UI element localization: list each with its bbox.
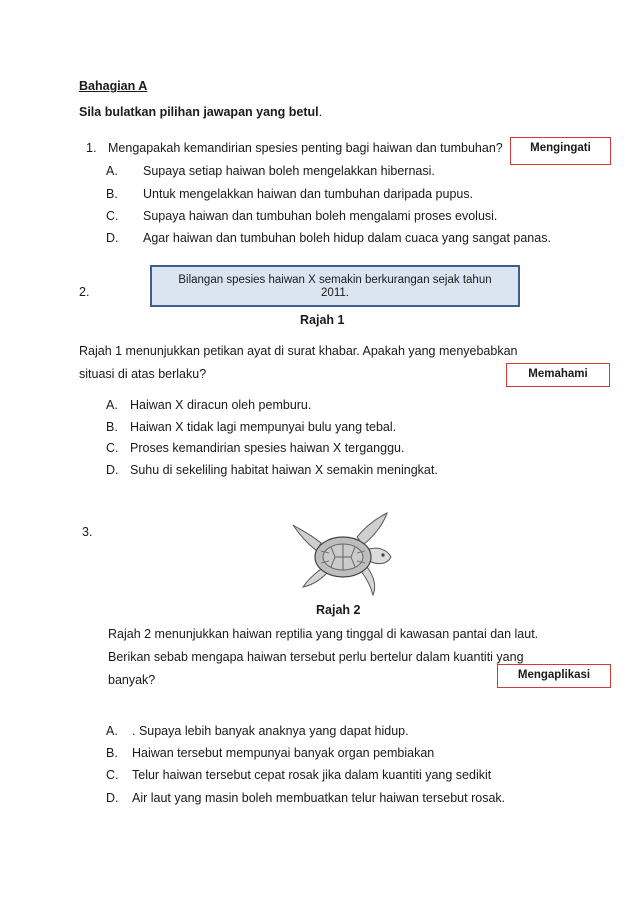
question-3-option-b-text[interactable]: Haiwan tersebut mempunyai banyak organ pembiakan <box>132 746 435 760</box>
question-2-option-a-letter[interactable]: A. <box>106 398 118 412</box>
figure-1-caption: Rajah 1 <box>300 313 345 327</box>
question-1-option-c-letter[interactable]: C. <box>106 209 119 223</box>
question-2-stem-line-2: situasi di atas berlaku? <box>79 367 207 381</box>
question-1-option-a-text[interactable]: Supaya setiap haiwan boleh mengelakkan hibernasi. <box>143 164 435 178</box>
question-2-option-c-letter[interactable]: C. <box>106 441 119 455</box>
question-3-option-a-text[interactable]: . Supaya lebih banyak anaknya yang dapat hidup. <box>132 724 409 738</box>
instruction <box>79 105 322 119</box>
newspaper-quote-line-2: 2011. <box>321 287 349 299</box>
question-3-option-c-letter[interactable]: C. <box>106 768 119 782</box>
question-1-option-b-text[interactable]: Untuk mengelakkan haiwan dan tumbuhan daripada pupus. <box>143 187 474 201</box>
section-title: Bahagian A <box>79 79 148 93</box>
sea-turtle-illustration <box>291 511 395 597</box>
question-2-option-d-text[interactable]: Suhu di sekeliling habitat haiwan X semakin meningkat. <box>130 463 438 477</box>
question-1-number: 1. <box>86 141 97 155</box>
question-3-stem-line-3: banyak? <box>108 673 156 687</box>
newspaper-quote-line-1: Bilangan spesies haiwan X semakin berkurangan sejak tahun <box>178 274 492 286</box>
question-2-option-b-letter[interactable]: B. <box>106 420 118 434</box>
question-1-option-d-text[interactable]: Agar haiwan dan tumbuhan boleh hidup dalam cuaca yang sangat panas. <box>143 231 551 245</box>
question-1-option-a-letter[interactable]: A. <box>106 164 118 178</box>
question-1-level-tag: Mengingati <box>510 137 611 165</box>
question-2-option-c-text[interactable]: Proses kemandirian spesies haiwan X terganggu. <box>130 441 405 455</box>
question-3-option-a-letter[interactable]: A. <box>106 724 118 738</box>
question-1-stem: Mengapakah kemandirian spesies penting bagi haiwan dan tumbuhan? <box>108 141 503 155</box>
instruction-period: . <box>318 105 323 119</box>
instruction-text: Sila bulatkan pilihan jawapan yang betul <box>79 105 319 119</box>
question-1-option-d-letter[interactable]: D. <box>106 231 119 245</box>
question-3-option-b-letter[interactable]: B. <box>106 746 118 760</box>
question-3-number: 3. <box>82 525 93 539</box>
figure-2-caption: Rajah 2 <box>316 603 361 617</box>
question-3-stem-line-1: Rajah 2 menunjukkan haiwan reptilia yang tinggal di kawasan pantai dan laut. <box>108 627 539 641</box>
question-3-option-d-letter[interactable]: D. <box>106 791 119 805</box>
question-3-stem-line-2: Berikan sebab mengapa haiwan tersebut perlu bertelur dalam kuantiti yang <box>108 650 524 664</box>
question-2-option-d-letter[interactable]: D. <box>106 463 119 477</box>
question-1-option-c-text[interactable]: Supaya haiwan dan tumbuhan boleh mengalami proses evolusi. <box>143 209 498 223</box>
question-2-level-tag: Memahami <box>506 363 610 387</box>
question-2-number: 2. <box>79 285 90 299</box>
question-3-level-tag: Mengaplikasi <box>497 664 611 688</box>
question-2-stem-line-1: Rajah 1 menunjukkan petikan ayat di surat khabar. Apakah yang menyebabkan <box>79 344 518 358</box>
newspaper-quote-box <box>150 265 520 307</box>
question-2-option-a-text[interactable]: Haiwan X diracun oleh pemburu. <box>130 398 312 412</box>
question-1-option-b-letter[interactable]: B. <box>106 187 118 201</box>
question-2-option-b-text[interactable]: Haiwan X tidak lagi mempunyai bulu yang tebal. <box>130 420 397 434</box>
question-3-option-d-text[interactable]: Air laut yang masin boleh membuatkan telur haiwan tersebut rosak. <box>132 791 506 805</box>
question-3-option-c-text[interactable]: Telur haiwan tersebut cepat rosak jika dalam kuantiti yang sedikit <box>132 768 492 782</box>
